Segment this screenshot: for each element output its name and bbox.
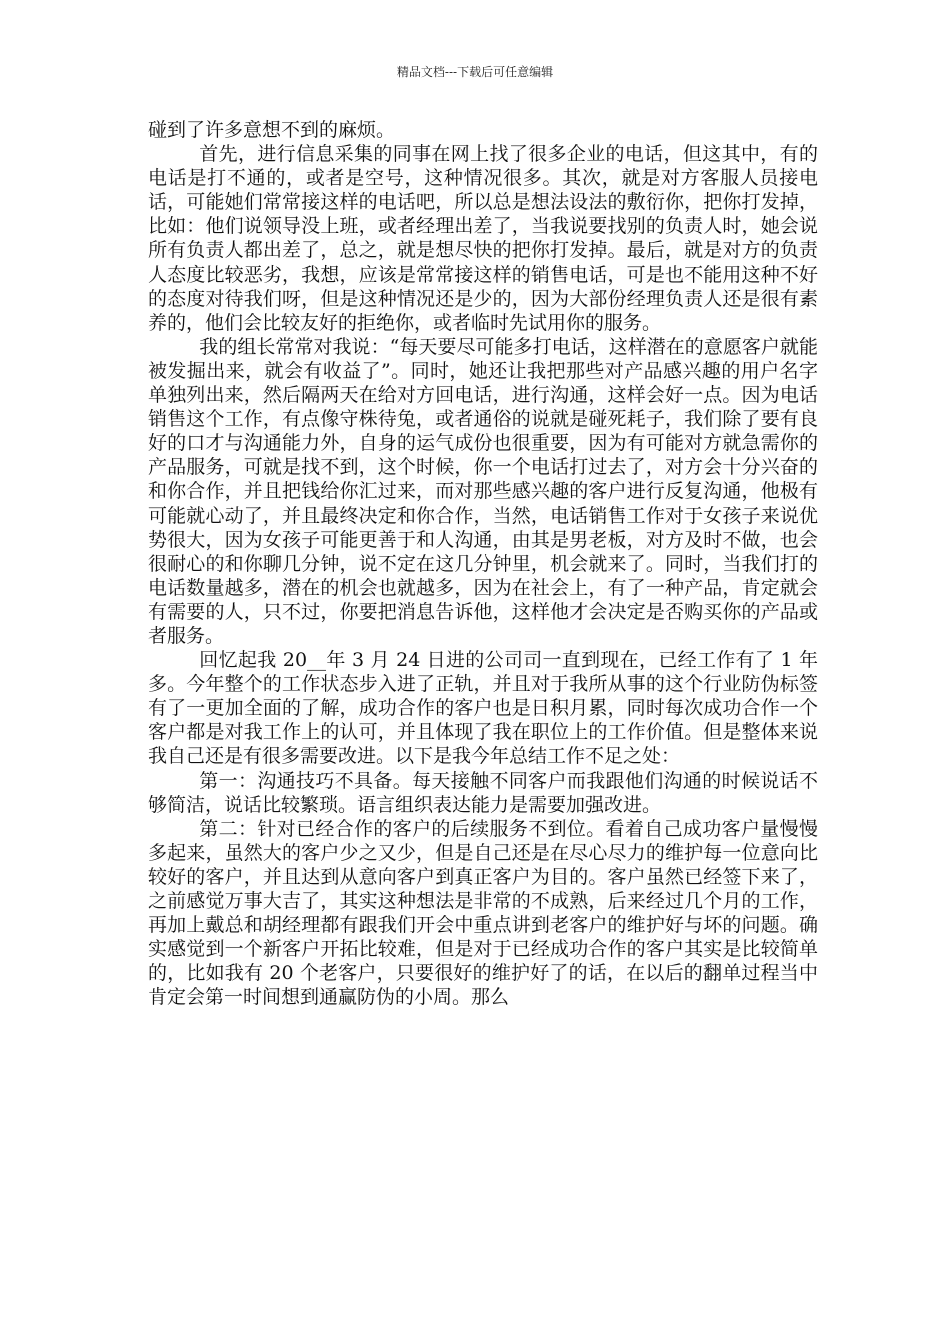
- paragraph-shortcoming-one: 第一：沟通技巧不具备。每天接触不同客户而我跟他们沟通的时候说话不够简洁，说话比较繁琐。语言组织表达能力是需要加强改进。: [148, 769, 818, 816]
- document-body: [148, 118, 818, 1009]
- paragraph-continuation: 碰到了许多意想不到的麻烦。: [148, 119, 396, 141]
- paragraph-work-review: 回忆起我 20__年 3 月 24 日进的公司司一直到现在，已经工作有了 1 年多。今年整个的工作状态步入进了正轨，并且对于我所从事的这个行业防伪标签有了一更加全面的了解，成功合作的客户也是日积月累，同时每次成功合作一个客户都是对我工作上的认可，并且体现了我在职位上的工作价值。但是整体来说我自己还是有很多需要改进。以下是我今年总结工作不足之处：: [148, 649, 818, 768]
- paragraph-shortcoming-two: 第二：针对已经合作的客户的后续服务不到位。看着自己成功客户量慢慢多起来，虽然大的客户少之又少，但是自己还是在尽心尽力的维护每一位意向比较好的客户，并且达到从意向客户到真正客户为目的。客户虽然已经签下来了，之前感觉万事大吉了，其实这种想法是非常的不成熟，后来经过几个月的工作，再加上戴总和胡经理都有跟我们开会中重点讲到老客户的维护好与坏的问题。确实感觉到一个新客户开拓比较难，但是对于已经成功合作的客户其实是比较简单的，比如我有 20 个老客户，只要很好的维护好了的话，在以后的翻单过程当中肯定会第一时间想到通赢防伪的小周。那么: [148, 817, 818, 1009]
- paragraph-first-problems: 首先，进行信息采集的同事在网上找了很多企业的电话，但这其中，有的电话是打不通的，或者是空号，这种情况很多。其次，就是对方客服人员接电话，可能她们常常接这样的电话吧，所以总是想法设法的敷衍你，把你打发掉，比如：他们说领导没上班，或者经理出差了，当我说要找别的负责人时，她会说所有负责人都出差了，总之，就是想尽快的把你打发掉。最后，就是对方的负责人态度比较恶劣，我想，应该是常常接这样的销售电话，可是也不能用这种不好的态度对待我们呀，但是这种情况还是少的，因为大部份经理负责人还是很有素养的，他们会比较友好的拒绝你，或者临时先试用你的服务。: [148, 143, 818, 334]
- page-header: 精品文档---下载后可任意编辑: [396, 65, 554, 79]
- paragraph-team-leader-advice: 我的组长常常对我说：“每天要尽可能多打电话，这样潜在的意愿客户就能被发掘出来，就会有收益了”。同时，她还让我把那些对产品感兴趣的用户名字单独列出来，然后隔两天在给对方回电话，进行沟通，这样会好一点。因为电话销售这个工作，有点像守株待兔，或者通俗的说就是碰死耗子，我们除了要有良好的口才与沟通能力外，自身的运气成份也很重要，因为有可能对方就急需你的产品服务，可就是找不到，这个时候，你一个电话打过去了，对方会十分兴奋的和你合作，并且把钱给你汇过来，而对那些感兴趣的客户进行反复沟通，他极有可能就心动了，并且最终决定和你合作，当然，电话销售工作对于女孩子来说优势很大，因为女孩子可能更善于和人沟通，由其是男老板，对方及时不做，也会很耐心的和你聊几分钟，说不定在这几分钟里，机会就来了。同时，当我们打的电话数量越多，潜在的机会也就越多，因为在社会上，有了一种产品，肯定就会有需要的人，只不过，你要把消息告诉他，这样他才会决定是否购买你的产品或者服务。: [148, 335, 818, 647]
